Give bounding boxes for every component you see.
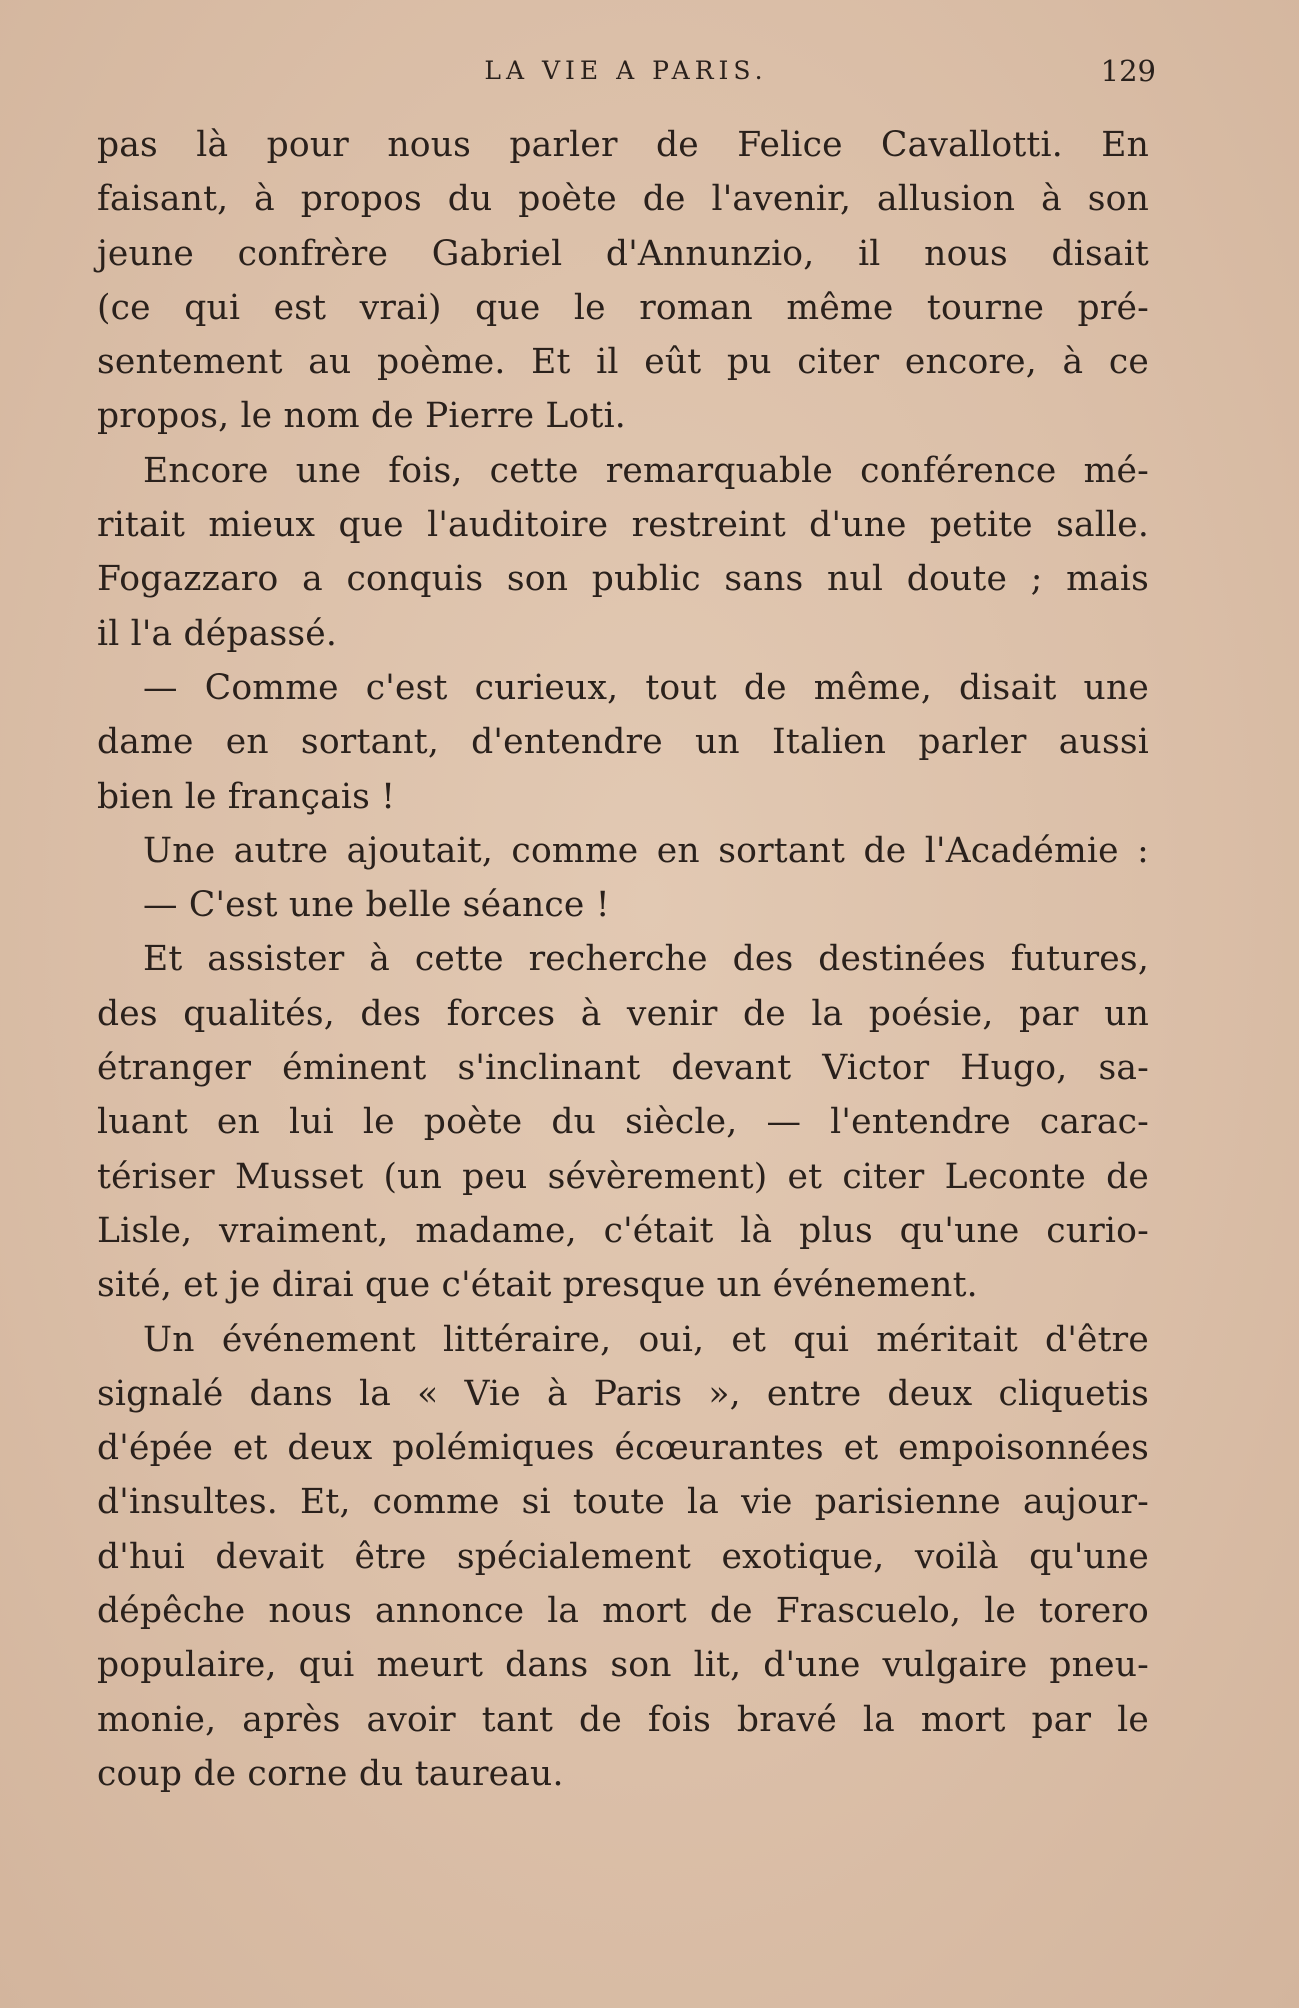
- text-line: luant en lui le poète du siècle, — l'entendre carac-: [97, 1102, 1149, 1143]
- text-line: (ce qui est vrai) que le roman même tourne pré-: [97, 287, 1149, 328]
- text-line: Encore une fois, cette remarquable conférence mé-: [143, 450, 1149, 491]
- text-line: — Comme c'est curieux, tout de même, disait une: [143, 667, 1149, 708]
- text-line: jeune confrère Gabriel d'Annunzio, il nous disait: [97, 233, 1149, 274]
- text-line: sité, et je dirai que c'était presque un événement.: [97, 1265, 978, 1306]
- text-line: sentement au poème. Et il eût pu citer encore, à ce: [97, 342, 1149, 383]
- text-line: pas là pour nous parler de Felice Cavallotti. En: [97, 125, 1149, 165]
- running-head: [96, 52, 1156, 92]
- text-line: Un événement littéraire, oui, et qui méritait d'être: [143, 1319, 1149, 1360]
- text-line: faisant, à propos du poète de l'avenir, allusion à son: [97, 179, 1149, 220]
- text-line: signalé dans la « Vie à Paris », entre deux cliquetis: [97, 1373, 1149, 1414]
- text-line: coup de corne du taureau.: [97, 1753, 564, 1794]
- text-line: — C'est une belle séance !: [143, 885, 610, 926]
- running-title: LA VIE A PARIS.: [484, 56, 768, 85]
- text-line: étranger éminent s'inclinant devant Victor Hugo, sa-: [97, 1048, 1149, 1089]
- text-line: tériser Musset (un peu sévèrement) et citer Leconte de: [97, 1156, 1149, 1197]
- page-number: 129: [1100, 54, 1156, 88]
- text-line: d'insultes. Et, comme si toute la vie parisienne aujour-: [97, 1482, 1149, 1523]
- text-line: Et assister à cette recherche des destinées futures,: [143, 939, 1149, 980]
- text-line: dépêche nous annonce la mort de Frascuelo, le torero: [97, 1591, 1149, 1632]
- text-line: bien le français !: [97, 776, 396, 817]
- text-line: Fogazzaro a conquis son public sans nul doute ; mais: [97, 559, 1149, 600]
- text-line: il l'a dépassé.: [97, 613, 338, 654]
- text-line: dame en sortant, d'entendre un Italien parler aussi: [97, 722, 1149, 763]
- text-line: Lisle, vraiment, madame, c'était là plus qu'une curio-: [97, 1210, 1149, 1251]
- text-line: ritait mieux que l'auditoire restreint d'une petite salle.: [97, 505, 1149, 546]
- text-line: d'hui devait être spécialement exotique, voilà qu'une: [97, 1536, 1149, 1577]
- text-line: Une autre ajoutait, comme en sortant de l'Académie :: [143, 830, 1149, 871]
- body-text: [97, 118, 1149, 1801]
- text-line: propos, le nom de Pierre Loti.: [97, 396, 626, 437]
- text-line: d'épée et deux polémiques écœurantes et empoisonnées: [97, 1428, 1149, 1469]
- text-line: populaire, qui meurt dans son lit, d'une vulgaire pneu-: [97, 1645, 1149, 1686]
- text-line: des qualités, des forces à venir de la poésie, par un: [97, 993, 1149, 1034]
- text-line: monie, après avoir tant de fois bravé la mort par le: [97, 1699, 1149, 1740]
